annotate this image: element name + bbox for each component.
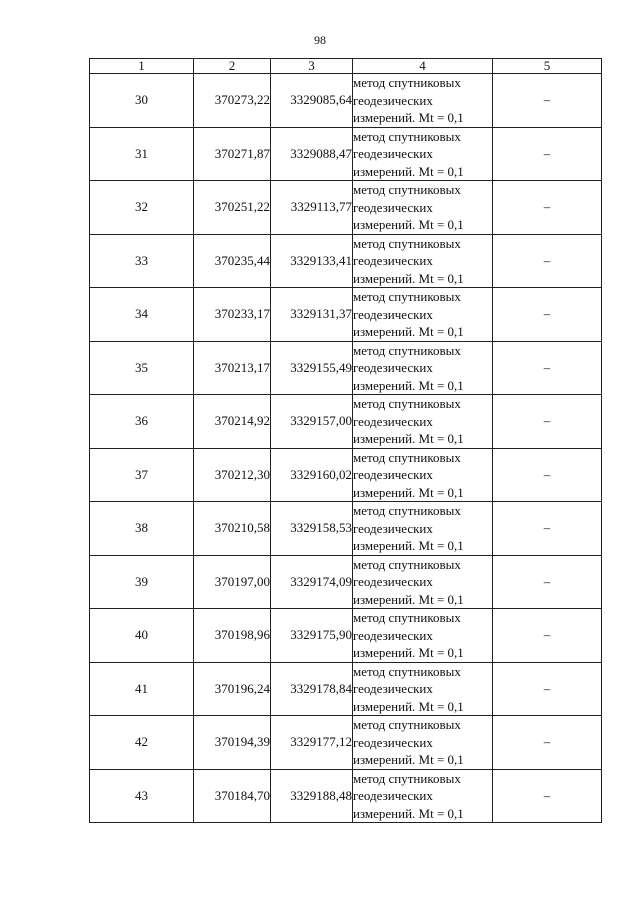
table-row (90, 769, 602, 823)
method-line: измерений. Mt = 0,1 (353, 163, 464, 179)
method-line: метод спутниковых (353, 770, 461, 786)
dash-mark: – (543, 787, 551, 803)
y-coordinate-cell: 3329174,09 (271, 555, 353, 609)
note-cell (493, 395, 602, 449)
table-row (90, 502, 602, 556)
method-cell (353, 662, 493, 716)
note-cell (493, 555, 602, 609)
method-cell (353, 181, 493, 235)
method-cell (353, 74, 493, 128)
table-row (90, 181, 602, 235)
method-line: измерений. Mt = 0,1 (353, 217, 464, 232)
dash-mark: – (543, 627, 551, 643)
dash-mark: – (543, 413, 551, 429)
method-line: метод спутниковых (353, 396, 461, 411)
dash-mark: – (543, 573, 551, 589)
x-coordinate-cell: 370213,17 (194, 341, 271, 395)
x-coordinate-cell: 370197,00 (194, 555, 271, 609)
x-coordinate-cell: 370251,22 (194, 181, 271, 235)
x-coordinate-cell: 370235,44 (194, 234, 271, 288)
method-line: измерений. Mt = 0,1 (353, 752, 464, 767)
y-coordinate-cell: 3329157,00 (271, 395, 353, 449)
method-line: геодезических (353, 788, 433, 803)
point-number-cell: 35 (90, 341, 194, 395)
point-number-cell: 38 (90, 502, 194, 556)
note-cell (493, 234, 602, 288)
method-line: метод спутниковых (353, 610, 461, 625)
dash-mark: – (543, 252, 551, 268)
method-line: измерений. Mt = 0,1 (353, 805, 464, 821)
point-number-cell: 40 (90, 609, 194, 663)
method-line: метод спутниковых (353, 556, 461, 572)
x-coordinate-cell: 370214,92 (194, 395, 271, 449)
y-coordinate-cell: 3329131,37 (271, 288, 353, 342)
method-cell (353, 395, 493, 449)
header-cell-3: 3 (271, 59, 353, 74)
y-coordinate-cell: 3329155,49 (271, 341, 353, 395)
point-number-cell: 34 (90, 288, 194, 342)
y-coordinate-cell: 3329113,77 (271, 181, 353, 235)
dash-mark: – (543, 466, 551, 482)
method-cell (353, 448, 493, 502)
note-cell (493, 127, 602, 181)
method-cell (353, 234, 493, 288)
method-line: измерений. Mt = 0,1 (353, 645, 464, 660)
table-row (90, 662, 602, 716)
dash-mark: – (543, 92, 551, 108)
method-cell (353, 555, 493, 609)
dash-mark: – (543, 359, 551, 375)
y-coordinate-cell: 3329158,53 (271, 502, 353, 556)
page-number: 98 (314, 33, 326, 47)
dash-mark: – (543, 520, 551, 536)
method-line: метод спутниковых (353, 235, 461, 251)
note-cell (493, 448, 602, 502)
method-line: геодезических (353, 574, 433, 589)
x-coordinate-cell: 370184,70 (194, 769, 271, 823)
table-row (90, 716, 602, 770)
note-cell (493, 181, 602, 235)
method-cell (353, 502, 493, 556)
coordinates-table (89, 58, 602, 823)
method-line: геодезических (353, 467, 433, 482)
x-coordinate-cell: 370194,39 (194, 716, 271, 770)
dash-mark: – (543, 145, 551, 161)
method-line: метод спутниковых (353, 449, 461, 465)
method-line: измерений. Mt = 0,1 (353, 270, 464, 286)
method-cell (353, 288, 493, 342)
method-line: геодезических (353, 413, 433, 429)
x-coordinate-cell: 370212,30 (194, 448, 271, 502)
y-coordinate-cell: 3329188,48 (271, 769, 353, 823)
table-row (90, 341, 602, 395)
method-line: геодезических (353, 199, 433, 215)
method-line: геодезических (353, 146, 433, 161)
method-cell (353, 769, 493, 823)
point-number-cell: 41 (90, 662, 194, 716)
note-cell (493, 769, 602, 823)
note-cell (493, 288, 602, 342)
method-line: геодезических (353, 360, 433, 375)
point-number-cell: 32 (90, 181, 194, 235)
method-line: измерений. Mt = 0,1 (353, 698, 464, 714)
dash-mark: – (543, 734, 551, 750)
method-cell (353, 127, 493, 181)
x-coordinate-cell: 370271,87 (194, 127, 271, 181)
method-cell (353, 716, 493, 770)
method-line: измерений. Mt = 0,1 (353, 110, 464, 125)
dash-mark: – (543, 680, 551, 696)
header-cell-4: 4 (353, 59, 493, 74)
table-header-row (90, 59, 602, 74)
table-row (90, 127, 602, 181)
method-line: геодезических (353, 520, 433, 536)
table-row (90, 395, 602, 449)
point-number-cell: 33 (90, 234, 194, 288)
table-row (90, 609, 602, 663)
method-line: метод спутниковых (353, 717, 461, 732)
y-coordinate-cell: 3329160,02 (271, 448, 353, 502)
y-coordinate-cell: 3329133,41 (271, 234, 353, 288)
y-coordinate-cell: 3329175,90 (271, 609, 353, 663)
method-cell (353, 341, 493, 395)
method-line: геодезических (353, 681, 433, 696)
method-line: измерений. Mt = 0,1 (353, 431, 464, 446)
dash-mark: – (543, 306, 551, 322)
method-line: метод спутниковых (353, 342, 461, 358)
point-number-cell: 31 (90, 127, 194, 181)
method-line: измерений. Mt = 0,1 (353, 484, 464, 500)
method-line: метод спутниковых (353, 75, 461, 90)
table-row (90, 234, 602, 288)
method-line: метод спутниковых (353, 663, 461, 679)
x-coordinate-cell: 370196,24 (194, 662, 271, 716)
y-coordinate-cell: 3329088,47 (271, 127, 353, 181)
point-number-cell: 43 (90, 769, 194, 823)
table-row (90, 74, 602, 128)
x-coordinate-cell: 370210,58 (194, 502, 271, 556)
table-row (90, 555, 602, 609)
note-cell (493, 609, 602, 663)
x-coordinate-cell: 370198,96 (194, 609, 271, 663)
note-cell (493, 502, 602, 556)
header-cell-5: 5 (493, 59, 602, 74)
note-cell (493, 74, 602, 128)
method-cell (353, 609, 493, 663)
x-coordinate-cell: 370273,22 (194, 74, 271, 128)
y-coordinate-cell: 3329177,12 (271, 716, 353, 770)
method-line: геодезических (353, 627, 433, 643)
method-line: геодезических (353, 306, 433, 322)
note-cell (493, 662, 602, 716)
method-line: метод спутниковых (353, 182, 461, 197)
dash-mark: – (543, 199, 551, 215)
y-coordinate-cell: 3329178,84 (271, 662, 353, 716)
table-row (90, 448, 602, 502)
method-line: метод спутниковых (353, 128, 461, 144)
point-number-cell: 39 (90, 555, 194, 609)
method-line: измерений. Mt = 0,1 (353, 591, 464, 607)
method-line: измерений. Mt = 0,1 (353, 324, 464, 339)
header-cell-1: 1 (90, 59, 194, 74)
point-number-cell: 42 (90, 716, 194, 770)
point-number-cell: 30 (90, 74, 194, 128)
method-line: измерений. Mt = 0,1 (353, 538, 464, 553)
method-line: метод спутниковых (353, 503, 461, 518)
note-cell (493, 716, 602, 770)
table-row (90, 288, 602, 342)
method-line: метод спутниковых (353, 289, 461, 304)
x-coordinate-cell: 370233,17 (194, 288, 271, 342)
header-cell-2: 2 (194, 59, 271, 74)
method-line: геодезических (353, 253, 433, 268)
y-coordinate-cell: 3329085,64 (271, 74, 353, 128)
point-number-cell: 37 (90, 448, 194, 502)
note-cell (493, 341, 602, 395)
point-number-cell: 36 (90, 395, 194, 449)
method-line: геодезических (353, 92, 433, 108)
method-line: измерений. Mt = 0,1 (353, 377, 464, 393)
method-line: геодезических (353, 734, 433, 750)
